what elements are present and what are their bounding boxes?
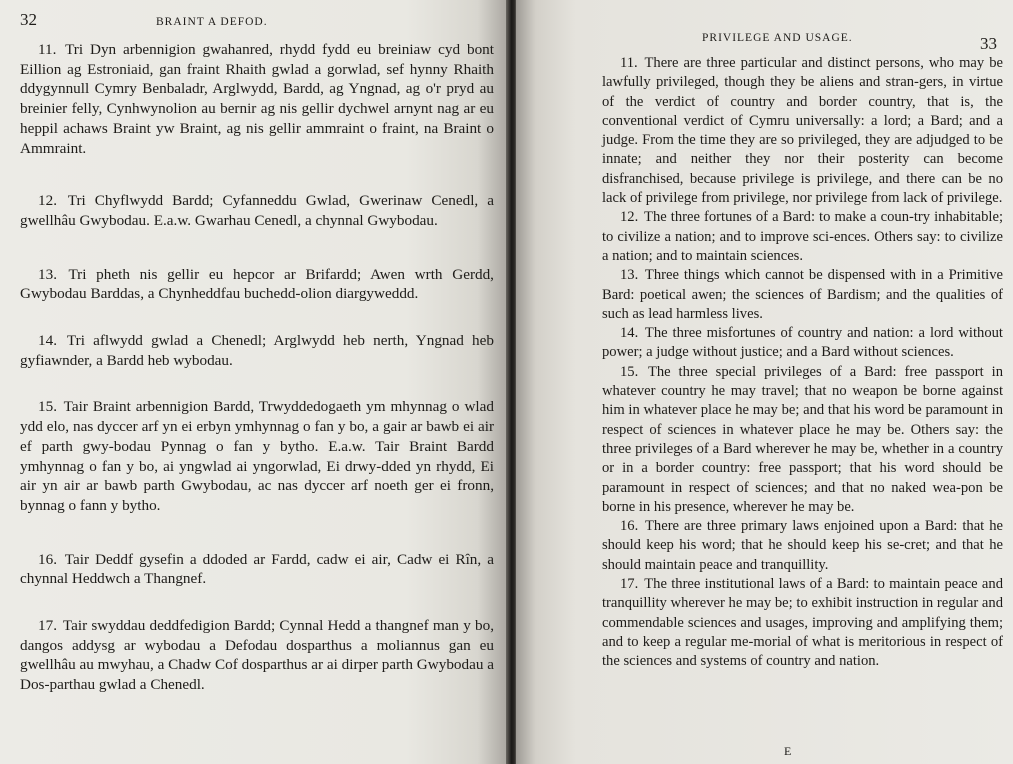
triad-number: 13. [38, 265, 57, 283]
triad-text: Tri pheth nis gellir eu hepcor ar Brifardd; Awen wrth Gerdd, Gwybodau Barddas, a Chynheddfau buchedd-olion diargyweddd. [20, 265, 494, 303]
triad-text: Tri Chyflwydd Bardd; Cyfanneddu Gwlad, Gwerinaw Cenedl, a gwellhâu Gwybodau. E.a.w. Gwarhau Cenedl, a chynnal Gwybodau. [20, 192, 494, 229]
triad-text: Tair Braint arbennigion Bardd, Trwyddedogaeth ym mhynnag o wlad ydd elo, nas dyccer arf yn ei erbyn ymhynnag o fan y bo, a gair ar bawb ei air ef parth gwy-bodau Pynnag o fan y bytho. E.a.w. Tair Braint Bardd ymhynnag o fan y bo, ai yngwlad ai yngorwlad, Ei drwy-dded yn rhydd, Ei air yn air ar bawb parth Gwybodau, ac nas dyccer arf noeth ger ei fronn, bynnag o fann y bytho. [20, 398, 494, 514]
triad-number: 14. [38, 332, 57, 350]
triad-number: 14. [620, 325, 639, 342]
triad-number: 13. [620, 267, 639, 284]
triad-number: 16. [620, 518, 639, 535]
triad-text: The three fortunes of a Bard: to make a coun-try inhabitable; to civilize a nation; and to improve sci-ences. Others say: to civilize a nation; and to maintain sciences. [602, 209, 1004, 264]
left-running-head [20, 10, 494, 40]
english-triad-14 [602, 324, 1003, 363]
welsh-triad-14 [20, 331, 494, 370]
right-running-title: PRIVILEGE AND USAGE. [702, 32, 853, 44]
right-page-number: 33 [980, 34, 997, 53]
welsh-triad-17 [20, 616, 494, 695]
triad-text: Tair swyddau deddfedigion Bardd; Cynnal Hedd a thangnef man y bo, dangos addysg ar wybodau a Defodau dosparthus a moliannus gan eu gwellhâu au mwyhau, a Chadw Cof dosparthus ar ai dirper parth Gwybodau a Dos-parthau gwlad a Chenedl. [20, 617, 494, 694]
welsh-triad-16 [20, 550, 494, 589]
triad-number: 17. [620, 576, 639, 593]
left-page-number: 32 [20, 10, 37, 29]
triad-number: 16. [38, 550, 57, 568]
english-triad-17 [602, 575, 1003, 671]
english-triad-13 [602, 266, 1003, 324]
triad-text: Tri aflwydd gwlad a Chenedl; Arglwydd heb nerth, Yngnad heb gyfiawnder, a Bardd heb wybodau. [20, 332, 494, 369]
english-triad-11 [602, 54, 1003, 208]
english-triad-15 [602, 363, 1003, 517]
triad-text: Tair Deddf gysefin a ddoded ar Fardd, cadw ei air, Cadw ei Rîn, a chynnal Heddwch a Thangnef. [20, 550, 494, 588]
triad-text: The three special privileges of a Bard: free passport in whatever country he may travel; that no weapon be borne against him in whatever place he may be; and that his word be paramount in respect of sciences in whatever place he may be. Others say: the three privileges of a Bard wherever he may be, whether in a country or in a border country: free passport; that his word should be paramount in respect of sciences; and that no naked wea-pon be borne in his presence, wherever he may be. [602, 363, 1004, 515]
triad-text: The three misfortunes of country and nation: a lord without power; a judge without justice; and a Bard without sciences. [602, 325, 1003, 361]
english-triad-12 [602, 208, 1003, 266]
right-page [516, 0, 1013, 764]
triad-number: 15. [620, 363, 639, 380]
triad-number: 11. [38, 41, 57, 58]
welsh-triad-15 [20, 397, 494, 515]
welsh-triad-13 [20, 265, 494, 304]
triad-number: 12. [620, 209, 639, 226]
welsh-triad-12 [20, 191, 494, 230]
english-triad-16 [602, 517, 1003, 575]
left-running-title: BRAINT A DEFOD. [156, 16, 268, 28]
triad-text: Tri Dyn arbennigion gwahanred, rhydd fydd eu breiniaw cyd bont Eillion ag Estroniaid, gan fraint Rhaith gwlad a gorwlad, sef hynny Rhaith ddygynnull Cymry Benbaladr, Arglwydd, Bardd, ag Yngnad, ag o'r pryd au breinier felly, Cynhwynolion au bernir ag nis gellir dychwel arnynt nag ar eu heppil achaws Braint yw Braint, ag nis gellir ammraint o fraint, na Braint o Ammraint. [20, 41, 494, 157]
triad-text: The three institutional laws of a Bard: to maintain peace and tranquillity wherever he may be; to exhibit instruction in regular and commendable sciences and usages, improving and amplifying them; and to keep a regular me-morial of what is meritorious in respect of the sciences and systems of country and nation. [602, 576, 1003, 670]
right-running-head [602, 14, 1003, 54]
triad-number: 12. [38, 192, 57, 210]
triad-number: 15. [38, 398, 57, 416]
triad-text: Three things which cannot be dispensed with in a Primitive Bard: poetical awen; the sciences of Bardism; and the qualities of such as lead harmless lives. [602, 267, 1003, 322]
triad-number: 11. [620, 55, 638, 71]
triad-number: 17. [38, 617, 57, 635]
triad-text: There are three primary laws enjoined upon a Bard: that he should keep his word; that he should keep his se-cret; and that he should maintain peace and tranquillity. [602, 518, 1004, 573]
triad-text: There are three particular and distinct persons, who may be lawfully privileged, though they be aliens and stran-gers, in virtue of the verdict of country and border country, that is, the conventional verdict of Cymru universally: a lord; a Bard; and a judge. From the time they are so privileged, they are adjudged to be innate; and neither they nor their posterity can become disfranchised, because privilege is privilege, and there can be no lack of privilege from privilege, nor privilege from lack of privilege. [602, 55, 1004, 207]
signature-mark: E [784, 744, 792, 758]
welsh-triad-11 [20, 40, 494, 158]
